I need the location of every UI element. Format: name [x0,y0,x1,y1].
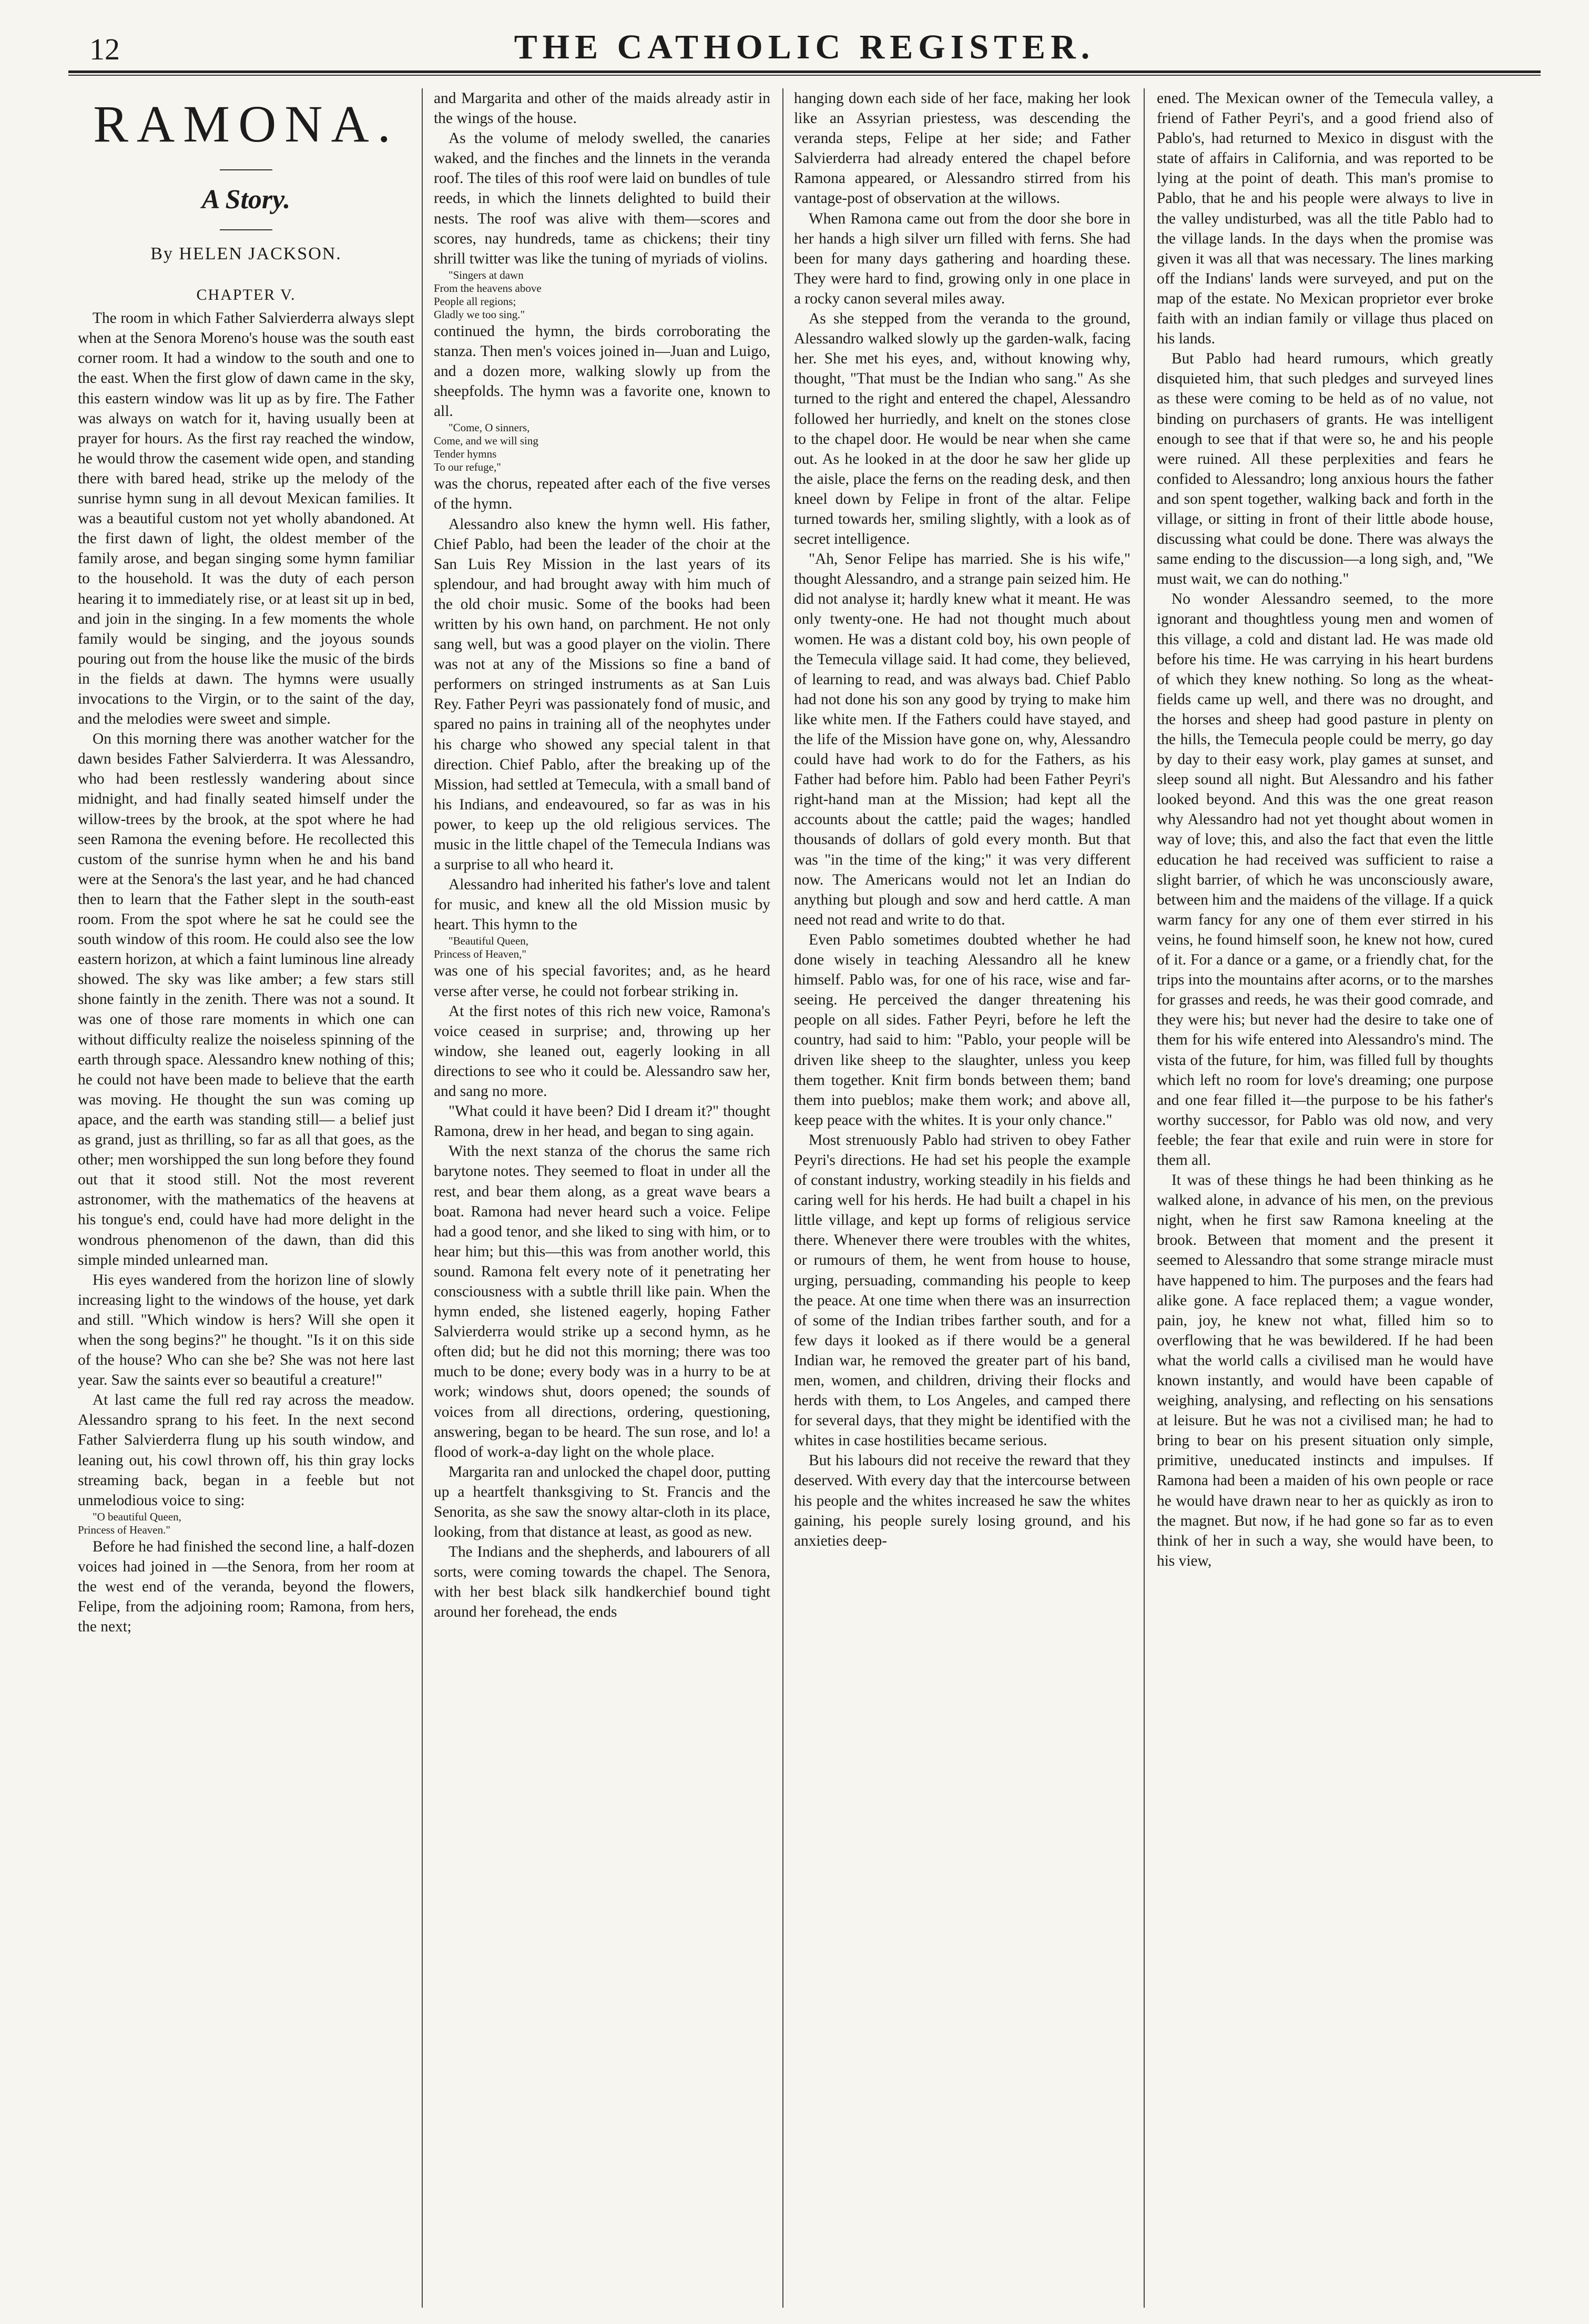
paragraph: But Pablo had heard rumours, which greatly disquieted him, that such pledges and surveyed lines as these were coming to be held as of no value, not binding on purchasers of grants. He was intelligent enough to see that if that were so, he and his people were ruined. All these perplexities and fears he confided to Alessandro; long anxious hours the father and son spent together, walking back and forth in the village, or sitting in front of their little abode house, discussing what could be done. There was always the same ending to the discussion—a long sigh, and, "We must wait, we can do nothing." [1157,350,1493,588]
paragraph: As she stepped from the veranda to the ground, Alessandro walked slowly up the garden-walk, facing her. She met his eyes, and, without knowing why, thought, "That must be the Indian who sang." As she turned to the right and entered the chapel, Alessandro followed her hurriedly, and knelt on the stones close to the chapel door. He would be near when she came out. As he looked in at the door he saw her glide up the aisle, place the ferns on the reading desk, and then kneel down by Felipe in front of the altar. Felipe turned towards her, smiling slightly, with a look as of secret intelligence. [794,310,1130,548]
paragraph: As the volume of melody swelled, the canaries waked, and the finches and the linnets in the veranda roof. The tiles of this roof were laid on bundles of tule reeds, in which the linnets delighted to build their nests. The roof was alive with them—scores and scores, nay hundreds, tame as chickens; their tiny shrill twitter was like the tuning of myriads of violins. [434,130,770,267]
paragraph: was the chorus, repeated after each of the five verses of the hymn. [434,475,770,513]
article-title: RAMONA. [93,95,399,153]
paragraph: Before he had finished the second line, a half-dozen voices had joined in —the Senora, from her room at the west end of the veranda, beyond the flowers, Felipe, from the adjoining room; Ramona, from hers, the next; [78,1538,414,1636]
column-1 [78,88,414,2308]
paragraph: Margarita ran and unlocked the chapel door, putting up a heartfelt thanksgiving to St. Francis and the Senorita, as she saw the snowy altar-cloth in its place, looking, from that distance at least, as good as new. [434,1463,770,1541]
paragraph: and Margarita and other of the maids already astir in the wings of the house. [434,90,770,127]
paper-title: THE CATHOLIC REGISTER. [514,28,1095,66]
subtitle-rule [220,229,272,230]
column-divider [422,88,423,2308]
paragraph: It was of these things he had been thinking as he walked alone, in advance of his men, on the previous night, when he first saw Ramona kneeling at the brook. Between that moment and the present it seemed to Alessandro that some strange miracle must have happened to him. The purposes and the fears had alike gone. A face replaced them; a vague wonder, pain, joy, he knew not what, filled him so to overflowing that he was bewildered. If he had been what the world calls a civilised man he would have known instantly, and would have been capable of weighing, analysing, and reflecting on his sensations at leisure. But he was not a civilised man; he had to bring to bear on his present situation only simple, primitive, uneducated instincts and impulses. If Ramona had been a maiden of his own people or race he would have drawn near to her as quickly as iron to the magnet. But now, if he had gone so far as to even think of her in such a way, she would have been, to his view, [1157,1172,1493,1569]
column-divider [782,88,783,2308]
article-subtitle: A Story. [201,185,291,215]
page-number: 12 [89,32,120,66]
verse-quote: "Beautiful Queen, Princess of Heaven," [434,935,529,961]
paragraph: At last came the full red ray across the meadow. Alessandro sprang to his feet. In the next second Father Salvierderra flung up his south window, and leaning out, his cowl thrown off, his thin gray locks streaming back, began in a feeble but not unmelodious voice to sing: [78,1392,414,1509]
masthead-rule [68,75,1541,76]
paragraph: Alessandro had inherited his father's love and talent for music, and knew all the old Mission music by heart. This hymn to the [434,876,770,933]
chapter-heading: CHAPTER V. [196,286,296,304]
paragraph: Alessandro also knew the hymn well. His father, Chief Pablo, had been the leader of the choir at the San Luis Rey Mission in the last years of its splendour, and had brought away with him much of the old choir music. Some of the books had been written by his own hand, on parchment. He not only sang well, but was a good player on the violin. There was not at any of the Missions so fine a band of performers on stringed instruments as at San Luis Rey. Father Peyri was passionately fond of music, and spared no pains in training all of the neophytes under his charge who showed any special talent in that direction. Chief Pablo, after the breaking up of the Mission, had settled at Temecula, with a small band of his Indians, and endeavoured, so far as was in his power, to keep up the old religious services. The music in the little chapel of the Temecula Indians was a surprise to all who heard it. [434,515,770,874]
paragraph: At the first notes of this rich new voice, Ramona's voice ceased in surprise; and, throwing up her window, she leaned out, eagerly looking in all directions to see who it could be. Alessandro saw her, and sang no more. [434,1002,770,1100]
column-4 [1157,88,1493,2308]
paragraph: ened. The Mexican owner of the Temecula valley, a friend of Father Peyri's, and a good friend also of Pablo's, had returned to Mexico in disgust with the state of affairs in California, and was reported to be lying at the point of death. This man's promise to Pablo, that he and his people were always to live in the valley undisturbed, was all the title Pablo had to the village lands. In the days when the promise was given it was all that was necessary. The lines marking off the Indians' lands were surveyed, and put on the map of the estate. No Mexican proprietor ever broke faith with an indian family or village thus placed on his lands. [1157,90,1493,348]
paragraph: hanging down each side of her face, making her look like an Assyrian priestess, was descending the veranda steps, Felipe at her side; and Father Salvierderra had already entered the chapel before Ramona appeared, or Alessandro stirred from his vantage-post of observation at the willows. [794,90,1130,207]
column-2 [434,88,770,2308]
column-divider [1144,88,1145,2308]
paragraph: With the next stanza of the chorus the same rich barytone notes. They seemed to float in under all the rest, and bear them along, as a great wave bears a boat. Ramona had never heard such a voice. Felipe had a good tenor, and she liked to sing with him, or to hear him; but this—this was from another world, this sound. Ramona felt every note of it penetrating her consciousness with a subtle thrill like pain. When the hymn ended, she listened eagerly, hoping Father Salvierderra would strike up a second hymn, as he often did; but he did not this morning; there was too much to be done; every body was in a hurry to be at work; windows shut, doors opened; the sounds of voices from all directions, ordering, questioning, answering, began to be heard. The sun rose, and lo! a flood of work-a-day light on the whole place. [434,1143,770,1460]
paragraph: His eyes wandered from the horizon line of slowly increasing light to the windows of the house, yet dark and still. "Which window is hers? Will she open it when the song begins?" he thought. "Is it on this side of the house? Who can she be? She was not here last year. Saw the saints ever so beautiful a creature!" [78,1271,414,1389]
paragraph: The room in which Father Salvierderra always slept when at the Senora Moreno's house was the south east corner room. It had a window to the south and one to the east. When the first glow of dawn came in the sky, this eastern window was lit up as by fire. The Father was always on watch for it, having usually been at prayer for hours. As the first ray reached the window, he would throw the casement wide open, and standing there with bared head, strike up the melody of the sunrise hymn sung in all devout Mexican families. It was a beautiful custom not yet wholly abandoned. At the first dawn of light, the oldest member of the family arose, and began singing some hymn familiar to the household. It was the duty of each person hearing it to immediately rise, or at least sit up in bed, and join in the singing. In a few moments the whole family would be singing, and the joyous sounds pouring out from the house like the music of the birds in the fields at dawn. The hymns were usually invocations to the Virgin, or to the saint of the day, and the melodies were sweet and simple. [78,310,414,728]
paragraph: On this morning there was another watcher for the dawn besides Father Salvierderra. It was Alessandro, who had been restlessly wandering about since midnight, and had finally seated himself under the willow-trees by the brook, at the spot where he had seen Ramona the evening before. He recollected this custom of the sunrise hymn when he and his band were at the Senora's the last year, and he had chanced then to learn that the Father slept in the south-east room. From the spot where he sat he could see the south window of this room. He could also see the low eastern horizon, at which a faint luminous line already showed. The sky was like amber; a few stars still shone faintly in the zenith. There was not a sound. It was one of those rare moments in which one can without difficulty realize the noiseless spinning of the earth through space. Alessandro knew nothing of this; he could not have been made to believe that the earth was moving. He thought the sun was coming up apace, and the earth was standing still— a belief just as grand, just as thrilling, so far as all that goes, as the other; men worshipped the sun long before they found out that it stood still. Not the most reverent astronomer, with the mathematics of the heavens at his tongue's end, could have had more delight in the wondrous phenomenon of the dawn, than did this simple minded unlearned man. [78,730,414,1268]
column-3 [794,88,1130,2308]
verse-quote: "Come, O sinners, Come, and we will sing Tender hymns To our refuge," [434,421,538,474]
paragraph: "Ah, Senor Felipe has married. She is his wife," thought Alessandro, and a strange pain seized him. He did not analyse it; hardly knew what it meant. He was only twenty-one. He had not thought much about women. He was a distant cold boy, his own people of the Temecula village said. It had come, they believed, of learning to read, and was always bad. Chief Pablo had not done his son any good by trying to make him like white men. If the Fathers could have stayed, and the life of the Mission have gone on, why, Alessandro could have had work to do for the Fathers, as his Father had before him. Pablo had been Father Peyri's right-hand man at the Mission; had kept all the accounts about the cattle; paid the wages; handled thousands of dollars of gold every month. But that was "in the time of the king;" it was very different now. The Americans would not let an Indian do anything but plough and sow and herd cattle. A man need not read and write to do that. [794,551,1130,928]
paragraph: "What could it have been? Did I dream it?" thought Ramona, drew in her head, and began to sing again. [434,1103,770,1140]
paragraph: Most strenuously Pablo had striven to obey Father Peyri's directions. He had set his people the example of constant industry, working steadily in his fields and caring well for his herds. He had built a chapel in his little village, and kept up forms of religious service there. Whenever there were troubles with the whites, or rumours of them, he went from house to house, urging, persuading, commanding his people to keep the peace. At one time when there was an insurrection of some of the Indian tribes farther south, and for a few days it looked as if there would be a general Indian war, he removed the greater part of his band, men, women, and children, driving their flocks and herds with them, to Los Angeles, and camped there for several days, that they might be identified with the whites in case hostilities became serious. [794,1131,1130,1449]
title-rule [220,169,272,170]
verse-quote: "Singers at dawn From the heavens above People all regions; Gladly we too sing." [434,268,542,321]
paragraph: Even Pablo sometimes doubted whether he had done wisely in teaching Alessandro all he knew himself. Pablo was, for one of his race, wise and far-seeing. He perceived the danger threatening his people on all sides. Father Peyri, before he left the country, had said to him: "Pablo, your people will be driven like sheep to the slaughter, unless you keep them together. Knit firm bonds between them; band them into pueblos; make them work; and above all, keep peace with the whites. It is your only chance." [794,931,1130,1129]
paragraph: When Ramona came out from the door she bore in her hands a high silver urn filled with ferns. She had been for many days gathering and hoarding these. They were hard to find, growing only in one place in a rocky canon several miles away. [794,210,1130,307]
masthead [68,25,1541,73]
paragraph: continued the hymn, the birds corroborating the stanza. Then men's voices joined in—Juan and Luigo, and a dozen more, walking slowly up from the sheepfolds. The hymn was a favorite one, known to all. [434,322,770,420]
paragraph: The Indians and the shepherds, and labourers of all sorts, were coming towards the chapel. The Senora, with her best black silk handkerchief bound tight around her forehead, the ends [434,1544,770,1621]
paragraph: But his labours did not receive the reward that they deserved. With every day that the intercourse between his people and the whites increased he saw the whites gaining, his people surely losing ground, and his anxieties deep- [794,1452,1130,1549]
paragraph: No wonder Alessandro seemed, to the more ignorant and thoughtless young men and women of this village, a cold and distant lad. He was made old before his time. He was carrying in his heart burdens of which they knew nothing. So long as the wheat-fields came up well, and there was no drought, and the horses and sheep had good pasture in plenty on the hills, the Temecula people could be merry, go day by day to their easy work, play games at sunset, and sleep sound all night. But Alessandro and his father looked beyond. And this was the one great reason why Alessandro had not yet thought about women in way of love; this, and also the fact that even the little education he had received was sufficient to raise a slight barrier, of which he was unconsciously aware, between him and the maidens of the village. If a quick warm fancy for any one of them ever stirred in his veins, he found himself soon, he knew not how, cured of it. For a dance or a game, or a friendly chat, for the trips into the mountains after acorns, or to the marshes for grasses and reeds, he was their good comrade, and they were his; but never had the desire to take one of them for his wife entered into Alessandro's mind. The vista of the future, for him, was filled full by thoughts which left no room for love's dreaming; one purpose and one fear filled it—the purpose to be his father's worthy successor, for Pablo was old now, and very feeble; the fear that exile and ruin were in store for them all. [1157,591,1493,1169]
paragraph: was one of his special favorites; and, as he heard verse after verse, he could not forbear striking in. [434,962,770,1000]
byline: By HELEN JACKSON. [150,244,342,263]
verse-quote: "O beautiful Queen, Princess of Heaven." [78,1510,181,1536]
